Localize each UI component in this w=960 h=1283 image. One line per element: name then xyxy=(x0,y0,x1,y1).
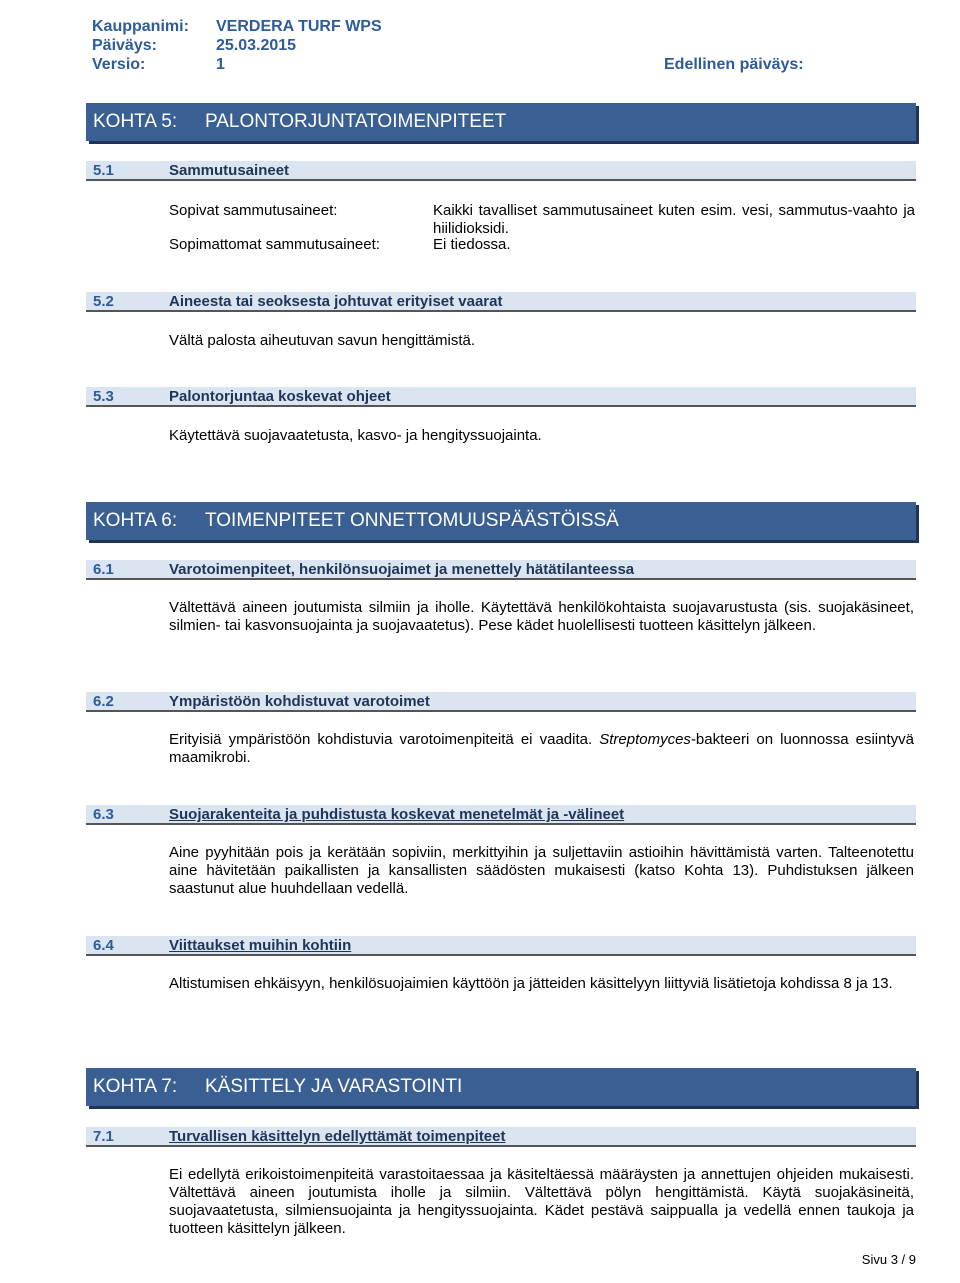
suitable-agents-label: Sopivat sammutusaineet: xyxy=(169,202,338,219)
section-title: TOIMENPITEET ONNETTOMUUSPÄÄSTÖISSÄ xyxy=(205,510,619,531)
subsection-6-4-text: Altistumisen ehkäisyyn, henkilösuojaimien käyttöön ja jätteiden käsittelyyn liittyviä lisätietoja kohdissa 8 ja 13. xyxy=(169,975,893,992)
header-company xyxy=(92,18,382,36)
company-value: VERDERA TURF WPS xyxy=(216,18,382,35)
subsection-7-1-text: Ei edellytä erikoistoimenpiteitä varastoitaessaa ja käsiteltäessä määräysten ja annettujen ohjeiden mukaisesti. Vältettävä aineen joutumista iholle ja silmiin. Vältettävä pölyn hengittämistä. Käytä suojakäsineitä, suojavaatetusta, silmiensuojainta ja hengityssuojainta. Kädet pestävä saippualla ja vedellä ennen taukoja ja tuotteen käsittelyn jälkeen. xyxy=(169,1166,914,1237)
date-label: Päiväys: xyxy=(92,37,157,54)
section-number: KOHTA 7: xyxy=(93,1076,178,1097)
section-number: KOHTA 6: xyxy=(93,510,178,531)
subsection-number: 6.1 xyxy=(93,561,114,578)
text-part: Erityisiä ympäristöön kohdistuvia varotoimenpiteitä ei vaadita. xyxy=(169,731,600,748)
subsection-title: Suojarakenteita ja puhdistusta koskevat menetelmät ja -välineet xyxy=(169,806,625,823)
subsection-title: Sammutusaineet xyxy=(169,162,290,179)
section-title: PALONTORJUNTATOIMENPITEET xyxy=(205,111,507,132)
subsection-6-2-heading xyxy=(86,692,916,712)
subsection-number: 5.3 xyxy=(93,388,114,405)
subsection-7-1-heading xyxy=(86,1127,916,1147)
subsection-title: Varotoimenpiteet, henkilönsuojaimet ja menettely hätätilanteessa xyxy=(169,561,635,578)
subsection-6-1-heading xyxy=(86,560,916,580)
unsuitable-agents-label: Sopimattomat sammutusaineet: xyxy=(169,236,380,253)
subsection-5-3-text: Käytettävä suojavaatetusta, kasvo- ja hengityssuojainta. xyxy=(169,427,542,444)
subsection-title: Viittaukset muihin kohtiin xyxy=(169,937,352,954)
subsection-6-1-text: Vältettävä aineen joutumista silmiin ja iholle. Käytettävä henkilökohtaista suojavarustusta (sis. suojakäsineet, silmien- tai kasvonsuojainta ja suojavaatetus). Pese kädet huolellisesti tuotteen käsittelyn jälkeen. xyxy=(169,599,914,634)
subsection-5-3-heading xyxy=(86,387,916,407)
subsection-number: 5.2 xyxy=(93,293,114,310)
subsection-title: Aineesta tai seoksesta johtuvat erityiset vaarat xyxy=(169,293,503,310)
version-value: 1 xyxy=(216,56,225,73)
prev-date-label: Edellinen päiväys: xyxy=(664,56,804,73)
header-version xyxy=(92,56,225,74)
subsection-5-2-heading xyxy=(86,292,916,312)
suitable-agents-value: Kaikki tavalliset sammutusaineet kuten esim. vesi, sammutus-vaahto ja hiilidioksidi. xyxy=(433,202,915,237)
subsection-title: Turvallisen käsittelyn edellyttämät toimenpiteet xyxy=(169,1128,506,1145)
italic-species-name: Streptomyces xyxy=(599,731,691,748)
section-number: KOHTA 5: xyxy=(93,111,178,132)
subsection-6-2-text xyxy=(169,731,914,767)
text-part: -bakteeri on luonnossa esiintyvä maamikrobi. xyxy=(169,731,914,766)
subsection-number: 6.4 xyxy=(93,937,114,954)
subsection-6-3-text: Aine pyyhitään pois ja kerätään sopiviin, merkittyihin ja suljettaviin astioihin hävittämistä varten. Talteenotettu aine hävitetään paikallisten ja kansallisten säädösten mukaisesti (katso Kohta 13). Puhdistuksen jälkeen saastunut alue huuhdellaan vedellä. xyxy=(169,844,914,897)
section-5-heading xyxy=(86,103,916,141)
page-number: Sivu 3 / 9 xyxy=(861,1252,916,1267)
subsection-title: Palontorjuntaa koskevat ohjeet xyxy=(169,388,391,405)
subsection-5-2-text: Vältä palosta aiheutuvan savun hengittämistä. xyxy=(169,332,476,349)
section-6-heading xyxy=(86,502,916,540)
date-value: 25.03.2015 xyxy=(216,37,297,54)
section-7-heading xyxy=(86,1068,916,1106)
header-date xyxy=(92,37,296,55)
section-title: KÄSITTELY JA VARASTOINTI xyxy=(205,1076,463,1097)
subsection-number: 6.2 xyxy=(93,693,114,710)
subsection-number: 6.3 xyxy=(93,806,114,823)
company-label: Kauppanimi: xyxy=(92,18,189,35)
unsuitable-agents-value: Ei tiedossa. xyxy=(433,236,511,253)
subsection-5-1-heading xyxy=(86,161,916,181)
subsection-6-4-heading xyxy=(86,936,916,956)
version-label: Versio: xyxy=(92,56,146,73)
subsection-number: 5.1 xyxy=(93,162,114,179)
subsection-title: Ympäristöön kohdistuvat varotoimet xyxy=(169,693,430,710)
subsection-6-3-heading xyxy=(86,805,916,825)
subsection-number: 7.1 xyxy=(93,1128,114,1145)
